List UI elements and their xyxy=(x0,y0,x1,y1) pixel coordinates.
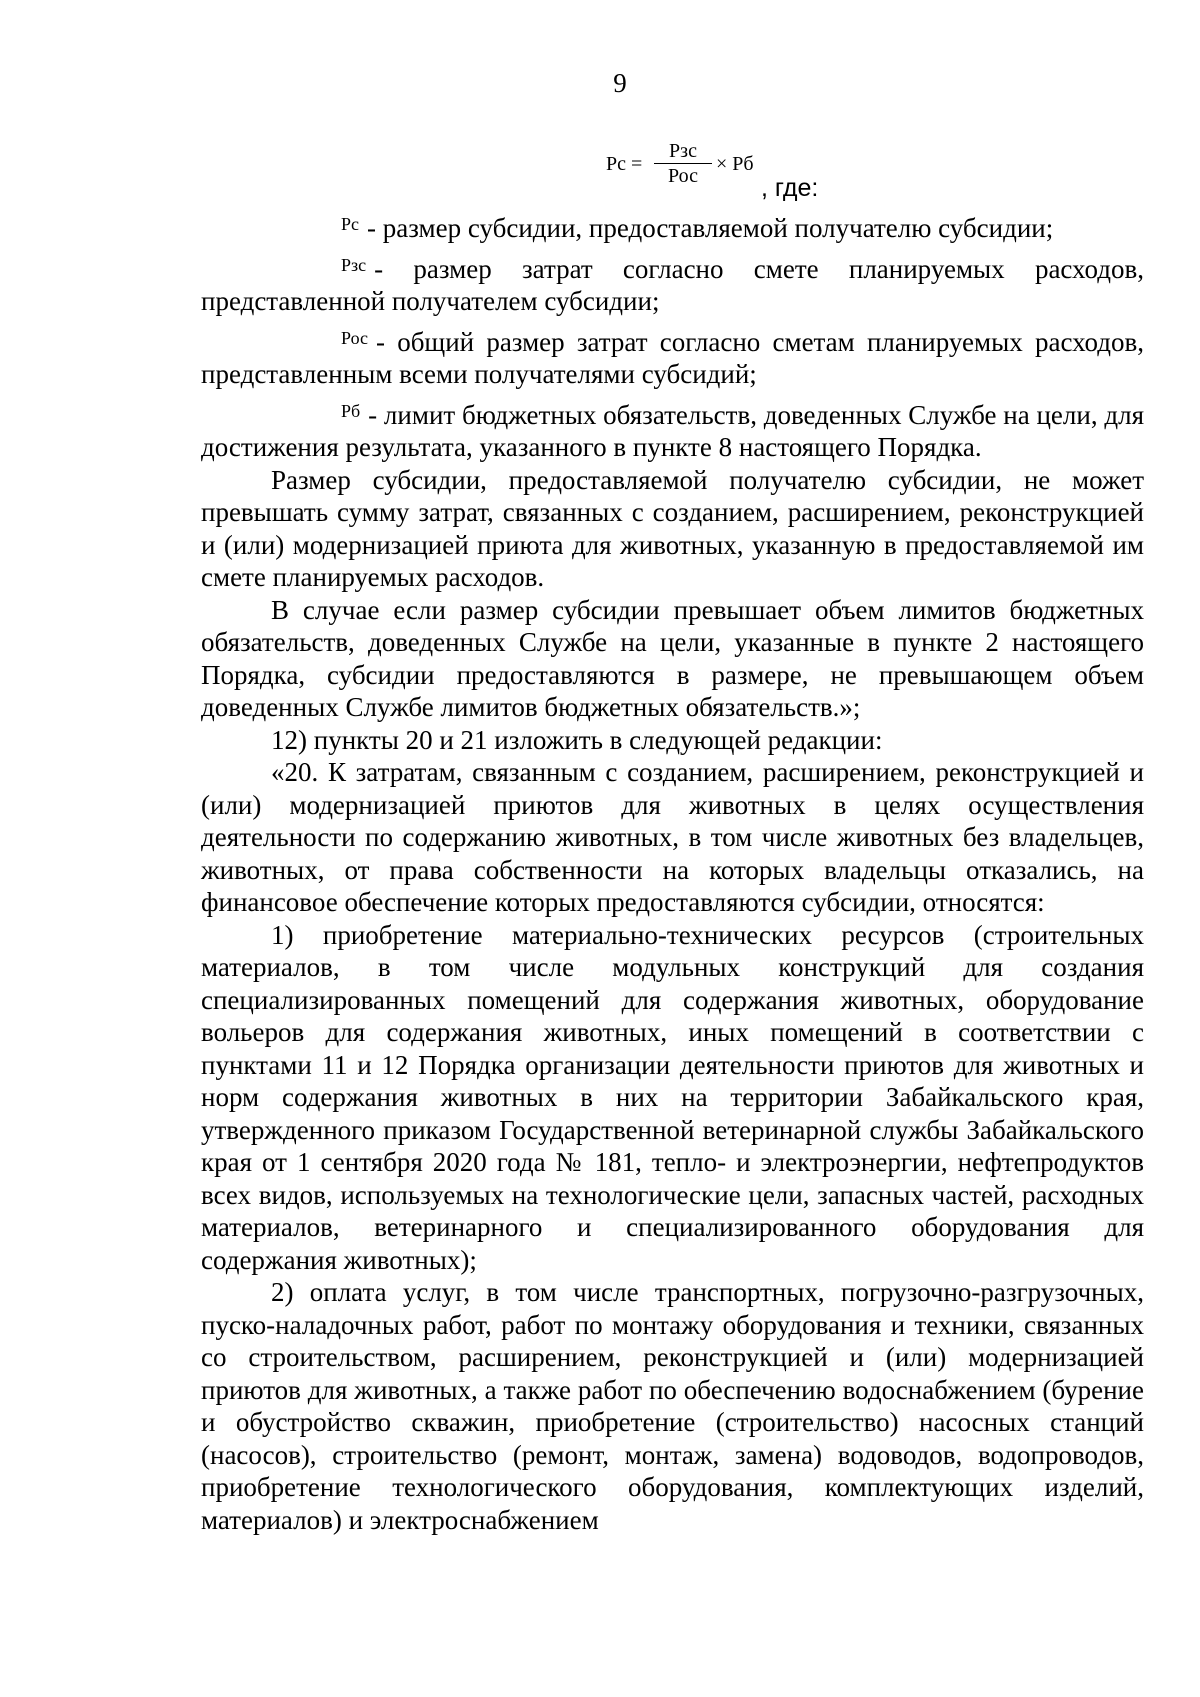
formula-lhs: Рс = xyxy=(606,153,643,175)
definition-text: - общий размер затрат согласно сметам планируемых расходов, представленным всеми получателями субсидий; xyxy=(201,326,1144,389)
definition xyxy=(201,249,1144,318)
fraction-bar xyxy=(654,163,712,164)
definition-symbol: Рос xyxy=(341,327,368,348)
definition-text: - размер субсидии, предоставляемой получателю субсидии; xyxy=(367,213,1054,243)
paragraph: Размер субсидии, предоставляемой получателю субсидии, не может превышать сумму затрат, связанных с созданием, расширением, реконструкцией и (или) модернизацией приюта для животных, указанную в предоставляемой им смете планируемых расходов. xyxy=(201,464,1144,592)
formula-numerator: Рзс xyxy=(669,140,697,162)
definition xyxy=(201,208,1144,245)
definition-symbol: Рб xyxy=(341,400,361,421)
formula-denominator: Рос xyxy=(668,165,698,187)
formula-fraction xyxy=(654,140,712,187)
document-body xyxy=(201,208,1144,1536)
paragraph: 1) приобретение материально-технических ресурсов (строительных материалов, в том числе модульных конструкций для создания специализированных помещений для содержания животных, оборудование вольеров для содержания животных, иных помещений в соответствии с пунктами 11 и 12 Порядка организации деятельности приютов для животных и норм содержания животных в них на территории Забайкальского края, утвержденного приказом Государственной ветеринарной службы Забайкальского края от 1 сентября 2020 года № 181, тепло- и электроэнергии, нефтепродуктов всех видов, используемых на технологические цели, запасных частей, расходных материалов, ветеринарного и специализированного оборудования для содержания животных); xyxy=(201,919,1144,1275)
definition-symbol: Рзс xyxy=(341,254,367,275)
definition xyxy=(201,322,1144,391)
formula-rhs: × Рб xyxy=(716,153,754,175)
paragraph: В случае если размер субсидии превышает объем лимитов бюджетных обязательств, доведенных Службе на цели, указанные в пункте 2 настоящего Порядка, субсидии предоставляются в размере, не превышающем объем доведенных Службе лимитов бюджетных обязательств.»; xyxy=(201,594,1144,722)
paragraph: 2) оплата услуг, в том числе транспортных, погрузочно-разгрузочных, пуско-наладочных работ, работ по монтажу оборудования и техники, связанных со строительством, расширением, реконструкцией и (или) модернизацией приютов для животных, а также работ по обеспечению водоснабжением (бурение и обустройство скважин, приобретение (строительство) насосных станций (насосов), строительство (ремонт, монтаж, замена) водоводов, водопроводов, приобретение технологического оборудования, комплектующих изделий, материалов) и электроснабжением xyxy=(201,1277,1144,1535)
definition-text: - размер затрат согласно смете планируемых расходов, представленной получателем субсидии; xyxy=(201,253,1144,316)
definition xyxy=(201,395,1144,464)
definition-symbol: Рс xyxy=(341,214,359,234)
paragraph: 12) пункты 20 и 21 изложить в следующей редакции: xyxy=(271,724,883,755)
paragraph: «20. К затратам, связанным с созданием, расширением, реконструкцией и (или) модернизацией приютов для животных в целях осуществления деятельности по содержанию животных, в том числе животных без владельцев, животных, от права собственности на которых владельцы отказались, на финансовое обеспечение которых предоставляются субсидии, относятся: xyxy=(201,757,1144,917)
definition-text: - лимит бюджетных обязательств, доведенных Службе на цели, для достижения результата, указанного в пункте 8 настоящего Порядка. xyxy=(201,399,1144,462)
page-number: 9 xyxy=(613,68,627,98)
formula-where-label: , где: xyxy=(761,174,819,202)
